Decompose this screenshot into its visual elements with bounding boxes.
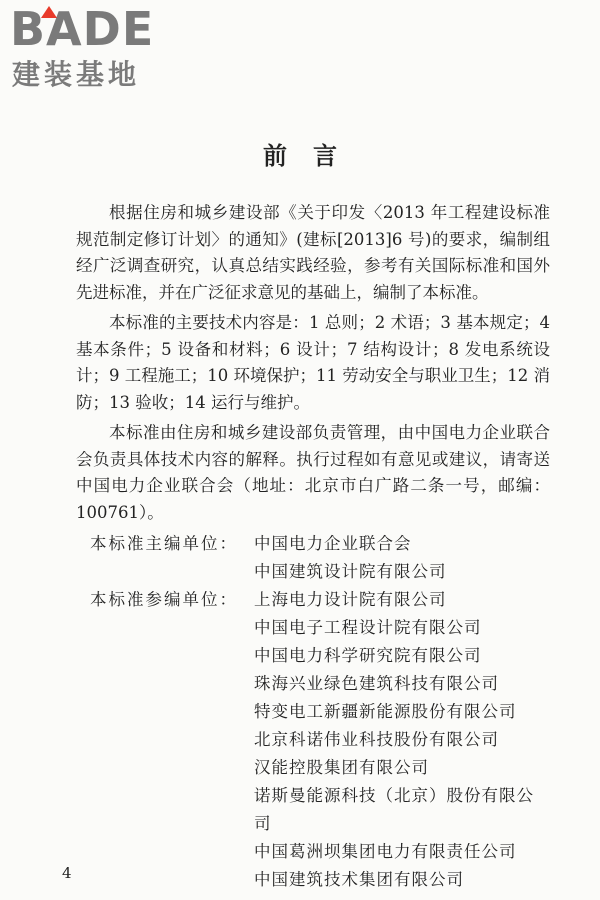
document-body bbox=[76, 200, 550, 894]
participating-units-list bbox=[254, 586, 550, 894]
participating-unit-item: 北京科诺伟业科技股份有限公司 bbox=[254, 730, 499, 749]
participating-unit-item: 诺斯曼能源科技（北京）股份有限公司 bbox=[254, 786, 534, 833]
page-title: 前言 bbox=[263, 141, 363, 170]
paragraph-contents: 本标准的主要技术内容是：1 总则；2 术语；3 基本规定；4 基本条件；5 设备和材料；6 设计；7 结构设计；8 发电系统设计；9 工程施工；10 环境保护；11 劳动安全与职业卫生；12 消防；13 验收；14 运行与维护。 bbox=[76, 313, 550, 412]
paragraph-management: 本标准由住房和城乡建设部负责管理，由中国电力企业联合会负责具体技术内容的解释。执行过程如有意见或建议，请寄送中国电力企业联合会（地址：北京市白广路二条一号，邮编：100761）。 bbox=[76, 423, 550, 522]
participating-unit-item: 中国葛洲坝集团电力有限责任公司 bbox=[254, 842, 517, 861]
paragraph-background: 根据住房和城乡建设部《关于印发〈2013 年工程建设标准规范制定修订计划〉的通知》(建标[2013]6 号)的要求，编制组经广泛调查研究，认真总结实践经验，参考有关国际标准和国外先进标准，并在广泛征求意见的基础上，编制了本标准。 bbox=[76, 203, 550, 302]
page-number: 4 bbox=[62, 864, 72, 882]
chief-unit-item: 中国电力企业联合会 bbox=[254, 534, 412, 553]
bade-logo bbox=[10, 4, 180, 96]
participating-unit-item: 特变电工新疆新能源股份有限公司 bbox=[254, 702, 517, 721]
participating-unit-item: 上海电力设计院有限公司 bbox=[254, 590, 447, 609]
participating-unit-item: 珠海兴业绿色建筑科技有限公司 bbox=[254, 674, 499, 693]
units-section bbox=[76, 530, 550, 894]
chief-unit-item: 中国建筑设计院有限公司 bbox=[254, 562, 447, 581]
logo-subtitle: 建装基地 bbox=[12, 58, 141, 91]
chief-units-row bbox=[76, 530, 550, 586]
chief-units-list bbox=[254, 530, 550, 586]
participating-unit-item: 中国建筑技术集团有限公司 bbox=[254, 870, 464, 889]
chief-units-label: 本标准主编单位： bbox=[90, 534, 238, 553]
participating-unit-item: 汉能控股集团有限公司 bbox=[254, 758, 429, 777]
logo-wordmark: BADE bbox=[10, 2, 155, 56]
participating-units-label: 本标准参编单位： bbox=[90, 590, 238, 609]
participating-unit-item: 中国电力科学研究院有限公司 bbox=[254, 646, 482, 665]
logo-accent-triangle-icon bbox=[41, 6, 57, 18]
participating-unit-item: 中国电子工程设计院有限公司 bbox=[254, 618, 482, 637]
participating-units-row bbox=[76, 586, 550, 894]
